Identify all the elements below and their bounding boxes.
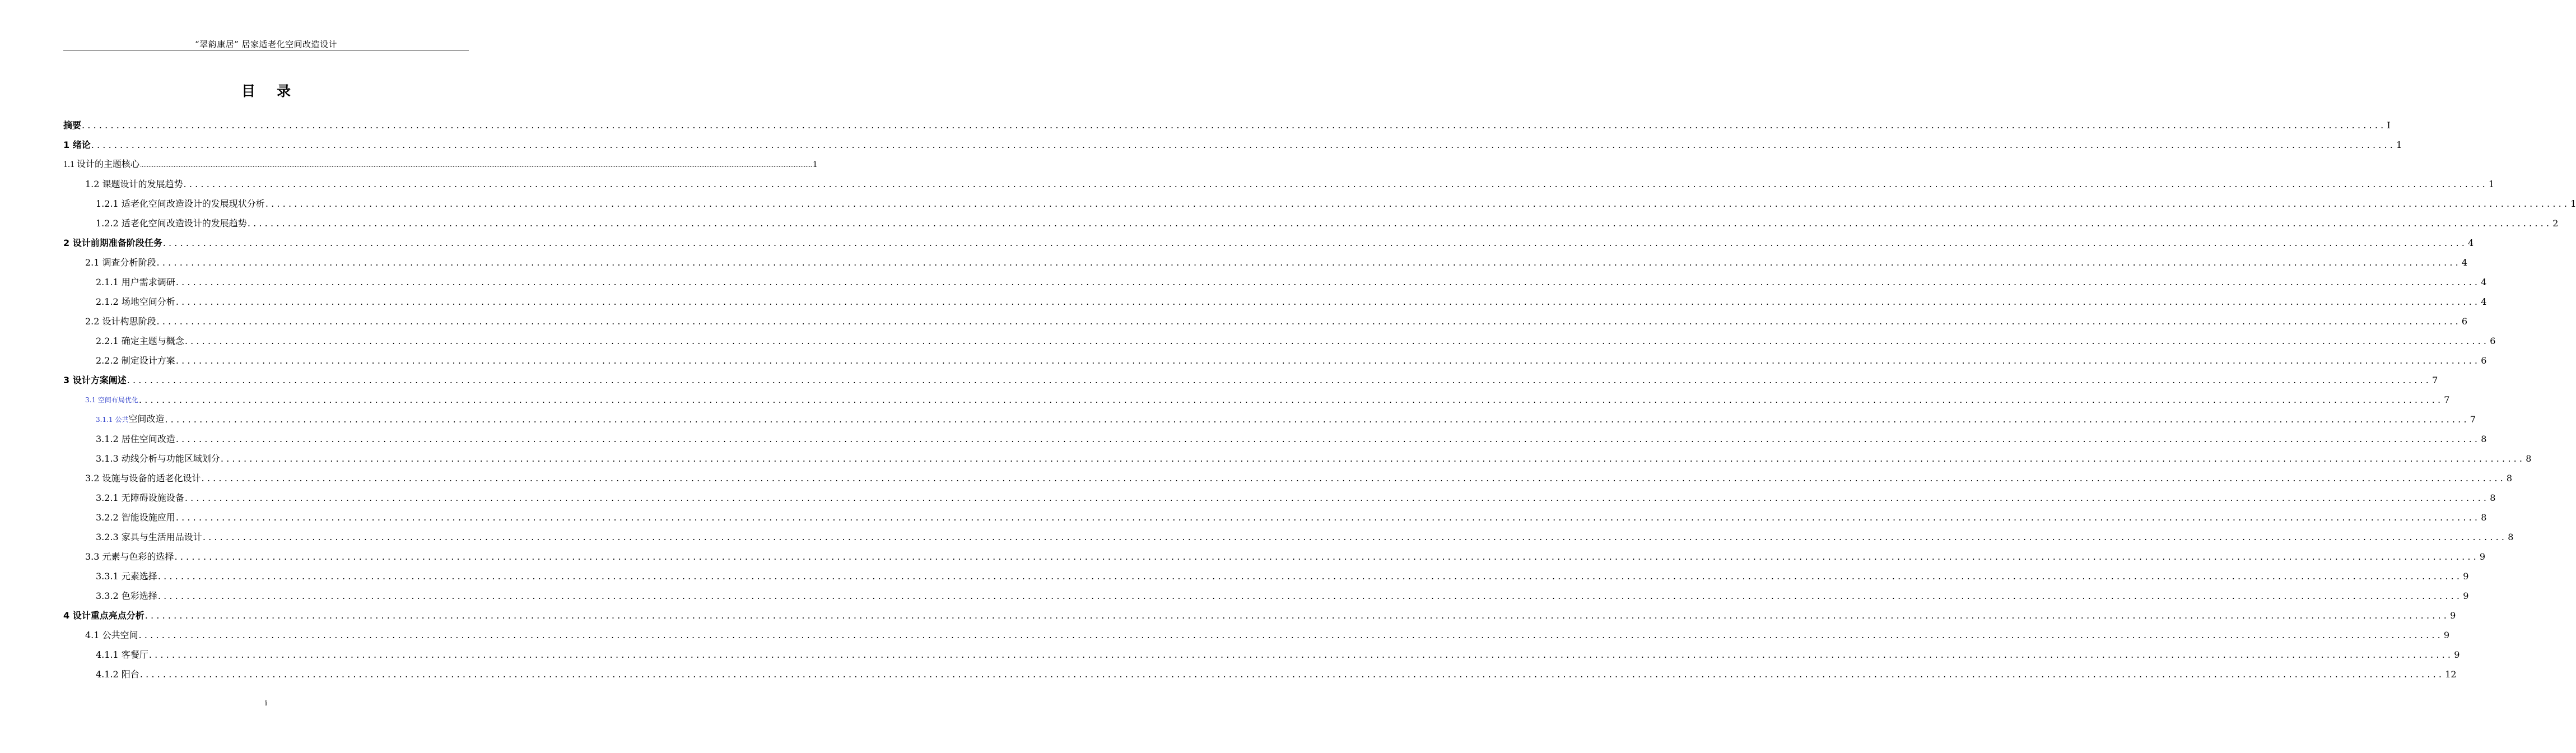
leader-dots: ................................................................................................................................................................................................................................................................................................................................................................................................................ [247, 218, 2552, 229]
leader-dots: ................................................................................................................................................................................................................................................................................................................................................................................................................ [184, 336, 2490, 346]
leader-dots: ................................................................................................................................................................................................................................................................................................................................................................................................................ [82, 120, 2387, 131]
leader-dots: ................................................................................................................................................................................................................................................................................................................................................................................................................ [201, 473, 2506, 484]
toc-entry[interactable]: 2.1 调查分析阶段 ................................................................................................................................................................................................................................................................................................................................................................................................................ 4 [85, 257, 2468, 268]
leader-dots: ................................................................................................................................................................................................................................................................................................................................................................................................................ [175, 277, 2481, 287]
toc-entry[interactable]: 4.1.1 客餐厅 ................................................................................................................................................................................................................................................................................................................................................................................................................ 9 [96, 649, 2460, 660]
leader-dots: ................................................................................................................................................................................................................................................................................................................................................................................................................ [148, 649, 2454, 660]
leader-dots: ................................................................................................................................................................................................................................................................................................................................................................................................................ [138, 630, 2443, 640]
toc-entry[interactable]: 3.1 空间布局优化 ................................................................................................................................................................................................................................................................................................................................................................................................................ 7 [85, 394, 2450, 405]
leader-dots: ................................................................................................................................................................................................................................................................................................................................................................................................................ [184, 492, 2490, 503]
toc-entry[interactable]: 3.1.2 居住空间改造 ................................................................................................................................................................................................................................................................................................................................................................................................................ 8 [96, 434, 2487, 444]
toc-entry[interactable]: 3.1.1 公共空间改造 ................................................................................................................................................................................................................................................................................................................................................................................................................ 7 [96, 413, 2476, 425]
toc-entry[interactable]: 摘要 ................................................................................................................................................................................................................................................................................................................................................................................................................ Ⅰ [63, 120, 2391, 131]
leader-dots: ................................................................................................................................................................................................................................................................................................................................................................................................................ [220, 453, 2526, 464]
toc-entry[interactable]: 4.1 公共空间 ................................................................................................................................................................................................................................................................................................................................................................................................................ 9 [85, 630, 2450, 640]
toc-title: 目录 [241, 83, 312, 99]
toc-entry[interactable]: 2.1.1 用户需求调研 ................................................................................................................................................................................................................................................................................................................................................................................................................ 4 [96, 277, 2487, 287]
toc-entry[interactable]: 1.1 设计的主题核心 ................................................................................................................................................................................................................................................................................................................................................................................................................ 1 [63, 160, 818, 169]
toc-entry[interactable]: 3.2.1 无障碍设施设备 ................................................................................................................................................................................................................................................................................................................................................................................................................ 8 [96, 492, 2496, 503]
toc-entry[interactable]: 3 设计方案阐述 ................................................................................................................................................................................................................................................................................................................................................................................................................ 7 [63, 375, 2438, 385]
toc-entry[interactable]: 3.2 设施与设备的适老化设计 ................................................................................................................................................................................................................................................................................................................................................................................................................ 8 [85, 473, 2513, 484]
leader-dots: ................................................................................................................................................................................................................................................................................................................................................................................................................ [175, 296, 2481, 307]
leader-dots: ................................................................................................................................................................................................................................................................................................................................................................................................................ [139, 669, 2445, 680]
leader-dots: ................................................................................................................................................................................................................................................................................................................................................................................................................ [175, 355, 2481, 366]
toc-entry[interactable]: 3.3.2 色彩选择 ................................................................................................................................................................................................................................................................................................................................................................................................................ 9 [96, 591, 2469, 601]
toc-entry[interactable]: 1.2.1 适老化空间改造设计的发展现状分析 ................................................................................................................................................................................................................................................................................................................................................................................................................ 1 [96, 198, 2576, 209]
leader-dots: ................................................................................................................................................................................................................................................................................................................................................................................................................ [140, 161, 813, 169]
leader-dots: ................................................................................................................................................................................................................................................................................................................................................................................................................ [175, 512, 2481, 523]
toc-entry[interactable]: 2.1.2 场地空间分析 ................................................................................................................................................................................................................................................................................................................................................................................................................ 4 [96, 296, 2487, 307]
leader-dots: ................................................................................................................................................................................................................................................................................................................................................................................................................ [127, 375, 2432, 385]
toc-entry[interactable]: 1 绪论 ................................................................................................................................................................................................................................................................................................................................................................................................................ 1 [63, 140, 2402, 150]
leader-dots: ................................................................................................................................................................................................................................................................................................................................................................................................................ [165, 414, 2470, 425]
toc-entry[interactable]: 1.2 课题设计的发展趋势 ................................................................................................................................................................................................................................................................................................................................................................................................................ 1 [85, 179, 2495, 189]
toc-entry[interactable]: 3.1.3 动线分析与功能区域划分 ................................................................................................................................................................................................................................................................................................................................................................................................................ 8 [96, 453, 2532, 464]
leader-dots: ................................................................................................................................................................................................................................................................................................................................................................................................................ [156, 257, 2461, 268]
leader-dots: ................................................................................................................................................................................................................................................................................................................................................................................................................ [157, 571, 2463, 582]
toc-entry[interactable]: 1.2.2 适老化空间改造设计的发展趋势 ................................................................................................................................................................................................................................................................................................................................................................................................................ 2 [96, 218, 2559, 229]
page-number: i [264, 699, 268, 708]
leader-dots: ................................................................................................................................................................................................................................................................................................................................................................................................................ [174, 551, 2479, 562]
running-header: “翠韵康居” 居家适老化空间改造设计 [194, 39, 338, 49]
leader-dots: ................................................................................................................................................................................................................................................................................................................................................................................................................ [157, 591, 2463, 601]
toc-entry[interactable]: 3.3 元素与色彩的选择 ................................................................................................................................................................................................................................................................................................................................................................................................................ 9 [85, 551, 2486, 562]
leader-dots: ................................................................................................................................................................................................................................................................................................................................................................................................................ [175, 434, 2481, 444]
toc-entry[interactable]: 4.1.2 阳台 ................................................................................................................................................................................................................................................................................................................................................................................................................ 12 [96, 669, 2457, 680]
toc-entry[interactable]: 2 设计前期准备阶段任务 ................................................................................................................................................................................................................................................................................................................................................................................................................ 4 [63, 238, 2474, 248]
toc-entry[interactable]: 3.2.2 智能设施应用 ................................................................................................................................................................................................................................................................................................................................................................................................................ 8 [96, 512, 2487, 523]
leader-dots: ................................................................................................................................................................................................................................................................................................................................................................................................................ [91, 140, 2396, 150]
toc-entry[interactable]: 3.2.3 家具与生活用品设计 ................................................................................................................................................................................................................................................................................................................................................................................................................ 8 [96, 532, 2514, 542]
leader-dots: ................................................................................................................................................................................................................................................................................................................................................................................................................ [145, 610, 2450, 621]
toc-entry[interactable]: 2.2.1 确定主题与概念 ................................................................................................................................................................................................................................................................................................................................................................................................................ 6 [96, 336, 2496, 346]
leader-dots: ................................................................................................................................................................................................................................................................................................................................................................................................................ [156, 316, 2461, 327]
leader-dots: ................................................................................................................................................................................................................................................................................................................................................................................................................ [162, 238, 2468, 248]
leader-dots: ................................................................................................................................................................................................................................................................................................................................................................................................................ [138, 394, 2444, 405]
leader-dots: ................................................................................................................................................................................................................................................................................................................................................................................................................ [183, 179, 2488, 189]
leader-dots: ................................................................................................................................................................................................................................................................................................................................................................................................................ [265, 198, 2570, 209]
toc-entry[interactable]: 4 设计重点亮点分析 ................................................................................................................................................................................................................................................................................................................................................................................................................ 9 [63, 610, 2456, 621]
toc-entry[interactable]: 3.3.1 元素选择 ................................................................................................................................................................................................................................................................................................................................................................................................................ 9 [96, 571, 2469, 582]
leader-dots: ................................................................................................................................................................................................................................................................................................................................................................................................................ [202, 532, 2508, 542]
toc-entry[interactable]: 2.2.2 制定设计方案 ................................................................................................................................................................................................................................................................................................................................................................................................................ 6 [96, 355, 2487, 366]
toc-entry[interactable]: 2.2 设计构思阶段 ................................................................................................................................................................................................................................................................................................................................................................................................................ 6 [85, 316, 2468, 327]
